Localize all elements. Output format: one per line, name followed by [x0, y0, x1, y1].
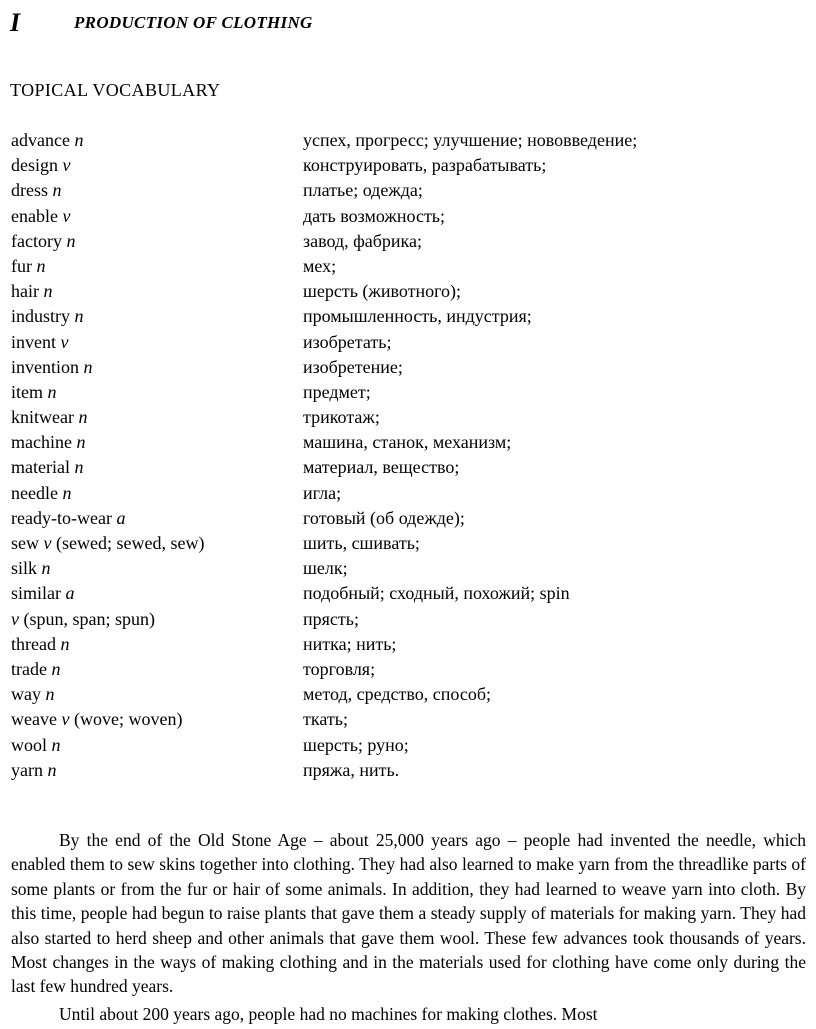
vocab-term — [11, 733, 61, 758]
vocabulary-list — [0, 128, 816, 783]
vocab-translation: материал, вещество; — [303, 457, 460, 478]
vocab-entry — [0, 279, 816, 304]
vocab-term — [11, 204, 70, 229]
vocab-term — [11, 178, 62, 203]
vocab-term — [11, 153, 71, 178]
vocab-part-of-speech: n — [74, 130, 84, 150]
vocab-entry — [0, 405, 816, 430]
vocab-part-of-speech: n — [41, 558, 51, 579]
vocab-term — [11, 355, 93, 380]
vocab-term — [11, 657, 60, 682]
vocab-part-of-speech: n — [45, 684, 55, 705]
vocab-entry — [0, 607, 816, 632]
vocab-translation: пряжа, нить. — [303, 759, 400, 780]
vocab-translation: шерсть (животного); — [303, 281, 462, 302]
vocab-part-of-speech: n — [66, 230, 76, 251]
vocab-entry — [0, 531, 816, 556]
vocab-part-of-speech: n — [74, 457, 84, 478]
vocab-word: thread — [11, 633, 56, 654]
vocab-translation: игла; — [303, 482, 342, 503]
vocab-verb-forms: (sewed; sewed, sew) — [56, 533, 205, 553]
vocab-word: design — [11, 155, 58, 176]
vocab-term — [11, 506, 125, 531]
vocab-word: weave — [11, 709, 57, 730]
vocab-term — [11, 430, 85, 455]
vocab-part-of-speech: v — [43, 533, 52, 553]
vocab-part-of-speech: n — [36, 255, 46, 276]
vocab-part-of-speech: n — [60, 633, 70, 654]
vocab-translation: подобный; сходный, похожий; spin — [303, 583, 570, 604]
vocab-word: ready-to-wear — [11, 507, 112, 528]
vocab-part-of-speech: n — [83, 356, 93, 377]
vocab-term — [11, 304, 84, 329]
vocab-translation: конструировать, разрабатывать; — [303, 155, 547, 176]
vocab-word: advance — [11, 130, 70, 150]
vocab-part-of-speech: n — [43, 281, 53, 302]
vocab-translation: предмет; — [303, 381, 371, 402]
vocab-entry — [0, 128, 816, 153]
vocab-word: enable — [11, 205, 58, 226]
vocab-translation: нитка; нить; — [303, 633, 397, 654]
vocab-part-of-speech: v — [61, 709, 70, 730]
vocab-verb-forms: (wove; woven) — [73, 709, 183, 730]
vocab-translation: успех, прогресс; улучшение; нововведение; — [303, 130, 638, 150]
vocab-word: needle — [11, 482, 58, 503]
vocab-translation: торговля; — [303, 658, 376, 679]
section-heading: TOPICAL VOCABULARY — [10, 80, 221, 100]
vocab-part-of-speech: n — [51, 658, 61, 679]
vocab-term — [11, 581, 75, 606]
vocab-entry — [0, 355, 816, 380]
vocab-part-of-speech: n — [51, 734, 61, 755]
vocab-word: material — [11, 457, 70, 478]
vocab-translation: метод, средство, способ; — [303, 684, 491, 705]
vocab-term — [11, 254, 46, 279]
vocab-part-of-speech: n — [78, 407, 88, 428]
vocab-entry — [0, 581, 816, 606]
vocab-part-of-speech: n — [47, 759, 57, 780]
vocab-entry — [0, 229, 816, 254]
vocab-translation: готовый (об одежде); — [303, 507, 465, 528]
vocab-entry — [0, 330, 816, 355]
vocab-word: item — [11, 381, 43, 402]
vocab-part-of-speech: n — [47, 381, 57, 402]
vocab-translation: платье; одежда; — [303, 180, 423, 201]
vocab-entry — [0, 455, 816, 480]
vocab-entry — [0, 657, 816, 682]
vocab-translation: мех; — [303, 255, 337, 276]
vocab-term — [11, 128, 83, 153]
vocab-term — [11, 455, 83, 480]
vocab-term — [11, 279, 52, 304]
vocab-translation: прясть; — [303, 608, 359, 629]
paragraph: By the end of the Old Stone Age – about 25,000 years ago – people had invented the needle, which enabled them to sew skins together into clothing. They had also learned to make yarn from the threadlike parts of some plants or from the fur or hair of some animals. In addition, they had learned to weave yarn into cloth. By this time, people had begun to raise plants that gave them a steady supply of materials for making yarn. They had also started to herd sheep and other animals that gave them wool. These few advances took thousands of years. Most changes in the ways of making clothing and in the materials used for clothing have come only during the last few hundred years. — [11, 830, 806, 997]
vocab-part-of-speech: v — [62, 205, 71, 226]
vocab-word: similar — [11, 583, 61, 604]
vocab-part-of-speech: n — [76, 432, 86, 453]
vocab-translation: шерсть; руно; — [303, 734, 409, 755]
vocab-translation: завод, фабрика; — [303, 230, 423, 251]
vocab-part-of-speech: a — [116, 507, 126, 528]
vocab-term — [11, 607, 155, 632]
vocab-term — [11, 707, 182, 732]
vocab-translation: ткать; — [303, 709, 348, 730]
vocab-term — [11, 632, 69, 657]
vocab-term — [11, 380, 57, 405]
vocab-translation: изобретать; — [303, 331, 392, 352]
vocab-word: hair — [11, 281, 39, 302]
vocab-part-of-speech: v — [62, 155, 71, 176]
vocab-word: fur — [11, 255, 32, 276]
vocab-part-of-speech: n — [62, 482, 72, 503]
vocab-term — [11, 556, 51, 581]
vocab-entry — [0, 380, 816, 405]
vocab-translation: машина, станок, механизм; — [303, 432, 512, 453]
vocab-part-of-speech: v — [60, 331, 69, 352]
vocab-entry — [0, 178, 816, 203]
vocab-word: factory — [11, 230, 62, 251]
vocab-entry — [0, 707, 816, 732]
vocab-translation: промышленность, индустрия; — [303, 306, 532, 327]
vocab-term — [11, 531, 204, 556]
vocab-translation: дать возможность; — [303, 205, 446, 226]
vocab-entry — [0, 430, 816, 455]
vocab-word: way — [11, 684, 41, 705]
vocab-word: silk — [11, 558, 38, 579]
vocab-part-of-speech: n — [52, 180, 62, 201]
vocab-word: wool — [11, 734, 47, 755]
vocab-entry — [0, 204, 816, 229]
vocab-entry — [0, 153, 816, 178]
vocab-word: invent — [11, 331, 56, 352]
vocab-translation: шелк; — [303, 558, 348, 579]
vocab-entry — [0, 304, 816, 329]
vocab-verb-forms: (spun, span; spun) — [23, 608, 155, 629]
vocab-translation: трикотаж; — [303, 407, 380, 428]
vocab-term — [11, 758, 56, 783]
vocab-part-of-speech: a — [65, 583, 75, 604]
vocab-entry — [0, 506, 816, 531]
vocab-word: yarn — [11, 759, 43, 780]
vocab-word: knitwear — [11, 407, 74, 428]
vocab-word: machine — [11, 432, 72, 453]
vocab-entry — [0, 481, 816, 506]
chapter-heading — [10, 8, 313, 38]
vocab-term — [11, 330, 69, 355]
vocab-entry — [0, 556, 816, 581]
vocab-translation: шить, сшивать; — [303, 533, 420, 553]
vocab-word: industry — [11, 306, 71, 327]
chapter-number: I — [10, 8, 21, 37]
vocab-term — [11, 682, 55, 707]
vocab-word: invention — [11, 356, 79, 377]
vocab-term — [11, 229, 75, 254]
vocab-entry — [0, 632, 816, 657]
vocab-entry — [0, 758, 816, 783]
vocab-entry — [0, 254, 816, 279]
vocab-entry — [0, 733, 816, 758]
vocab-translation: изобретение; — [303, 356, 403, 377]
vocab-term — [11, 481, 71, 506]
vocab-entry — [0, 682, 816, 707]
body-text — [11, 828, 806, 1029]
vocab-word: sew — [11, 533, 39, 553]
vocab-part-of-speech: v — [11, 608, 19, 629]
chapter-title: PRODUCTION OF CLOTHING — [74, 13, 313, 32]
vocab-word: trade — [11, 658, 47, 679]
vocab-term — [11, 405, 87, 430]
paragraph: Until about 200 years ago, people had no machines for making clothes. Most — [59, 1003, 598, 1024]
vocab-part-of-speech: n — [74, 306, 84, 327]
vocab-word: dress — [11, 180, 48, 201]
